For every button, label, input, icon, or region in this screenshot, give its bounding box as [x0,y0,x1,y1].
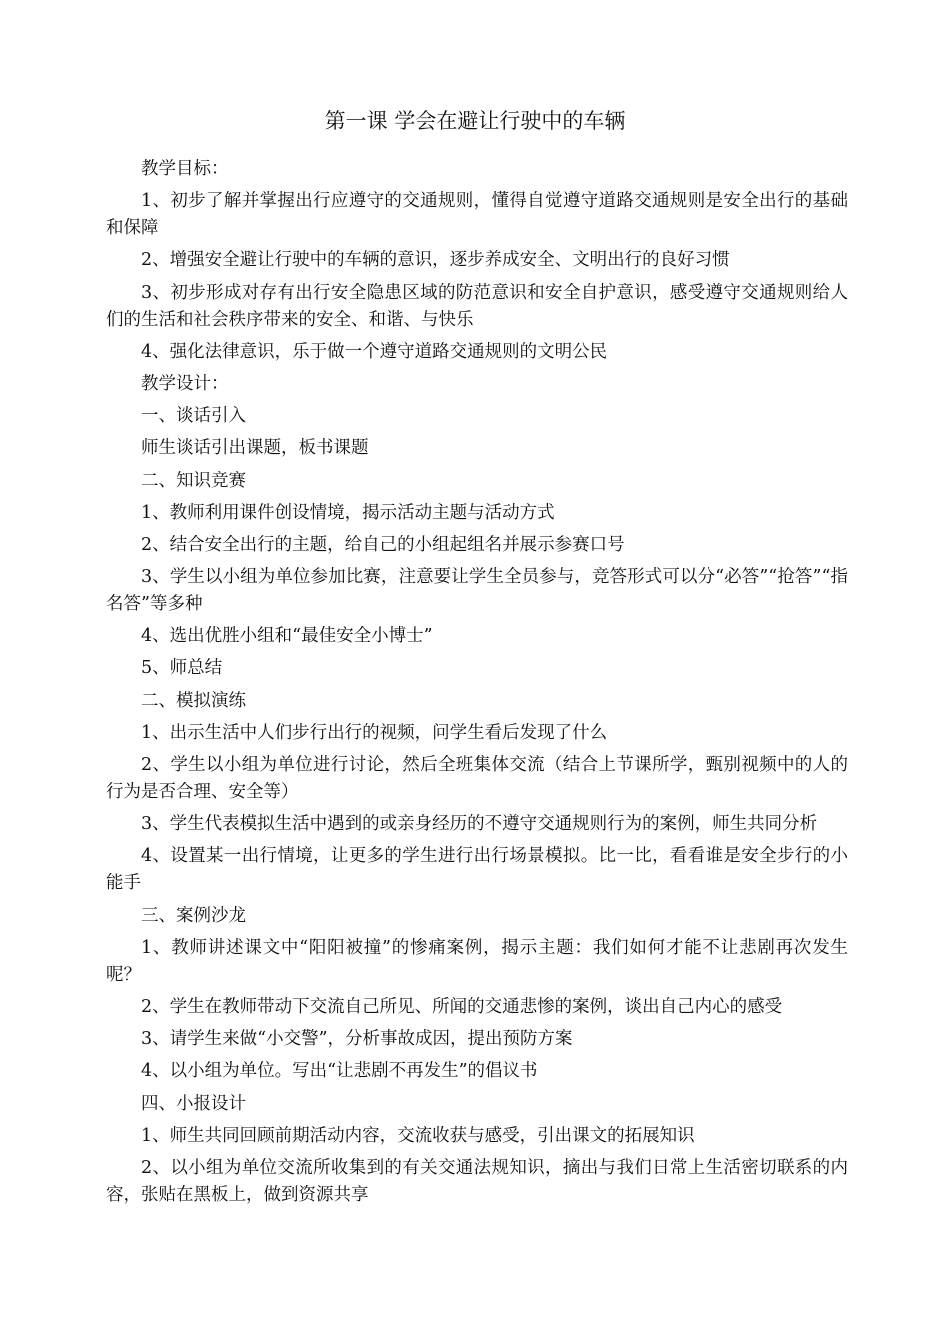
paragraph-teaching-design-heading: 教学设计： [141,373,229,394]
paragraph-case-1: 1、教师讲述课文中“阳阳被撞”的惨痛案例，揭示主题：我们如何才能不让悲剧再次发生呢？ [106,937,848,985]
section-heading-newsletter: 四、小报设计 [141,1093,246,1114]
section-heading-case-salon: 三、案例沙龙 [141,905,246,926]
paragraph-case-3: 3、请学生来做“小交警”，分析事故成因，提出预防方案 [141,1029,573,1050]
paragraph-newsletter-2: 2、以小组为单位交流所收集到的有关交通法规知识，摘出与我们日常上生活密切联系的内容，张贴在黑板上，做到资源共享 [106,1157,848,1205]
paragraph-quiz-5: 5、师总结 [141,658,223,679]
paragraph-simulation-2: 2、学生以小组为单位进行讨论，然后全班集体交流（结合上节课所学，甄别视频中的人的行为是否合理、安全等） [106,755,848,802]
paragraph-case-2: 2、学生在教师带动下交流自己所见、所闻的交通悲惨的案例，谈出自己内心的感受 [141,996,783,1017]
document-body [106,156,848,1214]
paragraph-quiz-3: 3、学生以小组为单位参加比赛，注意要让学生全员参与，竞答形式可以分“必答”“抢答”“指名答”等多种 [106,567,848,615]
paragraph-goal-4: 4、强化法律意识，乐于做一个遵守道路交通规则的文明公民 [141,341,608,362]
section-heading-quiz: 二、知识竞赛 [141,470,246,491]
paragraph-case-4: 4、以小组为单位。写出“让悲剧不再发生”的倡议书 [141,1061,538,1082]
section-heading-intro: 一、谈话引入 [141,406,246,427]
paragraph-goal-1: 1、初步了解并掌握出行应遵守的交通规则，懂得自觉遵守道路交通规则是安全出行的基础和保障 [106,191,848,239]
paragraph-teaching-goals-heading: 教学目标： [141,159,229,179]
paragraph-goal-3: 3、初步形成对存有出行安全隐患区域的防范意识和安全自护意识，感受遵守交通规则给人们的生活和社会秩序带来的安全、和谐、与快乐 [106,282,848,330]
paragraph-goal-2: 2、增强安全避让行驶中的车辆的意识，逐步养成安全、文明出行的良好习惯 [141,250,730,271]
section-heading-simulation: 二、模拟演练 [141,690,246,711]
paragraph-quiz-1: 1、教师利用课件创设情境，揭示活动主题与活动方式 [141,502,555,523]
paragraph-intro-1: 师生谈话引出课题，板书课题 [141,438,369,459]
paragraph-simulation-1: 1、出示生活中人们步行出行的视频，问学生看后发现了什么 [141,722,608,743]
paragraph-simulation-3: 3、学生代表模拟生活中遇到的或亲身经历的不遵守交通规则行为的案例，师生共同分析 [141,814,818,835]
paragraph-quiz-2: 2、结合安全出行的主题，给自己的小组起组名并展示参赛口号 [141,534,625,555]
paragraph-simulation-4: 4、设置某一出行情境，让更多的学生进行出行场景模拟。比一比，看看谁是安全步行的小能手 [106,846,848,894]
paragraph-quiz-4: 4、选出优胜小组和“最佳安全小博士” [141,626,433,647]
paragraph-newsletter-1: 1、师生共同回顾前期活动内容，交流收获与感受，引出课文的拓展知识 [141,1125,695,1146]
document-title: 第一课 学会在避让行驶中的车辆 [324,109,626,133]
